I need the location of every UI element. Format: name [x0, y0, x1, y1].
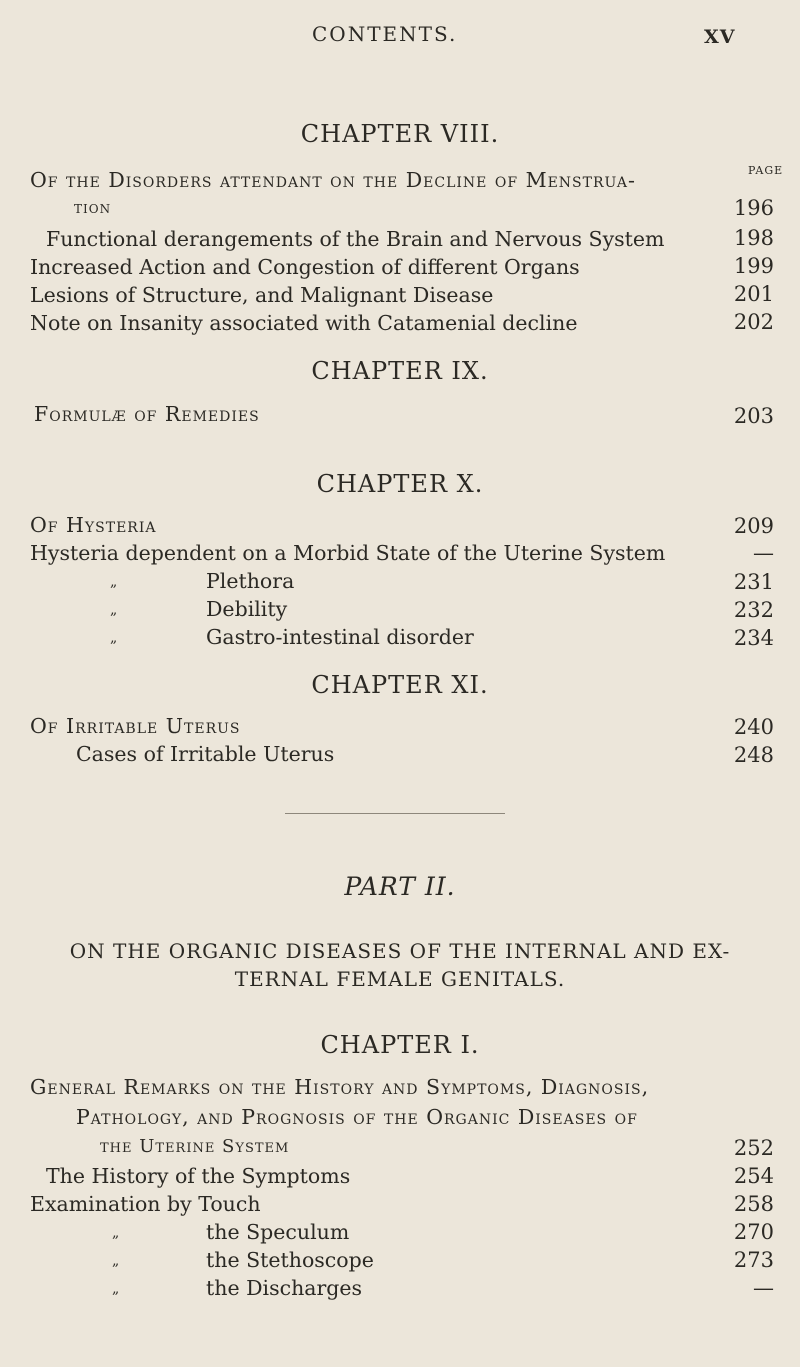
page-number: XV — [704, 26, 736, 48]
toc-entry-text: the Stethoscope — [206, 1248, 374, 1272]
toc-entry-page: 273 — [733, 1248, 774, 1272]
toc-entry-page: 202 — [733, 310, 774, 334]
ditto-mark: „ — [112, 1225, 120, 1241]
toc-entry-page: 209 — [733, 514, 774, 538]
ditto-mark: „ — [112, 1281, 120, 1297]
toc-entry-text: Of the Disorders attendant on the Decline of Menstrua- — [30, 168, 636, 192]
part-title: PART II. — [344, 872, 456, 901]
toc-entry-text: the Uterine System — [100, 1136, 290, 1157]
toc-entry-page: 198 — [733, 226, 774, 250]
toc-entry-text: The History of the Symptoms — [46, 1164, 351, 1188]
running-title: CONTENTS. — [312, 22, 458, 46]
toc-entry-page: 231 — [733, 570, 774, 594]
ditto-mark: „ — [110, 630, 118, 646]
toc-entry-page: 196 — [733, 196, 774, 220]
ditto-mark: „ — [112, 1253, 120, 1269]
ditto-mark: „ — [110, 574, 118, 590]
page-column-label: PAGE — [748, 164, 784, 177]
toc-entry-text: Gastro-intestinal disorder — [206, 625, 474, 649]
toc-entry-text: Cases of Irritable Uterus — [76, 742, 335, 766]
toc-entry-text: tion — [74, 198, 112, 218]
part-subtitle: ON THE ORGANIC DISEASES OF THE INTERNAL AND EX-TERNAL FEMALE GENITALS. — [69, 939, 731, 991]
toc-entry-page: 254 — [733, 1164, 774, 1188]
toc-entry-text: Formulæ of Remedies — [34, 402, 260, 426]
toc-entry-page: 232 — [733, 598, 774, 622]
toc-entry-text: Of Hysteria — [30, 513, 157, 537]
toc-entry-page: 199 — [733, 254, 774, 278]
toc-entry-text: the Speculum — [206, 1220, 350, 1244]
toc-entry-text: Examination by Touch — [30, 1192, 261, 1216]
toc-entry-page: 270 — [733, 1220, 774, 1244]
toc-entry-page: 252 — [733, 1136, 774, 1160]
toc-entry-text: Of Irritable Uterus — [30, 714, 241, 738]
toc-entry-page: — — [753, 541, 774, 565]
toc-entry-text: Lesions of Structure, and Malignant Disease — [30, 283, 494, 307]
toc-entry-text: Functional derangements of the Brain and Nervous System — [46, 227, 665, 251]
toc-entry-page: 201 — [733, 282, 774, 306]
toc-entry-page: 203 — [733, 404, 774, 428]
toc-entry-text: the Discharges — [206, 1276, 363, 1300]
toc-entry-page: 240 — [733, 715, 774, 739]
toc-entry-text: Increased Action and Congestion of different Organs — [30, 255, 580, 279]
toc-entry-page: 234 — [733, 626, 774, 650]
toc-entry-page: 248 — [733, 743, 774, 767]
ditto-mark: „ — [110, 602, 118, 618]
toc-entry-page: 258 — [733, 1192, 774, 1216]
toc-entry-text: Debility — [206, 597, 288, 621]
chapter-heading: CHAPTER X. — [316, 470, 484, 498]
toc-entry-text: Plethora — [206, 569, 295, 593]
toc-entry-page: — — [753, 1276, 774, 1300]
chapter-heading: CHAPTER VIII. — [300, 120, 500, 148]
chapter-heading: CHAPTER XI. — [311, 671, 489, 699]
toc-entry-text: Hysteria dependent on a Morbid State of the Uterine System — [30, 541, 666, 565]
chapter-heading: CHAPTER I. — [320, 1031, 480, 1059]
section-divider — [285, 813, 505, 814]
toc-entry-text: General Remarks on the History and Symptoms, Diagnosis, — [30, 1075, 650, 1099]
chapter-heading: CHAPTER IX. — [311, 357, 489, 385]
toc-entry-text: Note on Insanity associated with Catamenial decline — [30, 311, 578, 335]
toc-entry-text: Pathology, and Prognosis of the Organic Diseases of — [76, 1105, 638, 1129]
